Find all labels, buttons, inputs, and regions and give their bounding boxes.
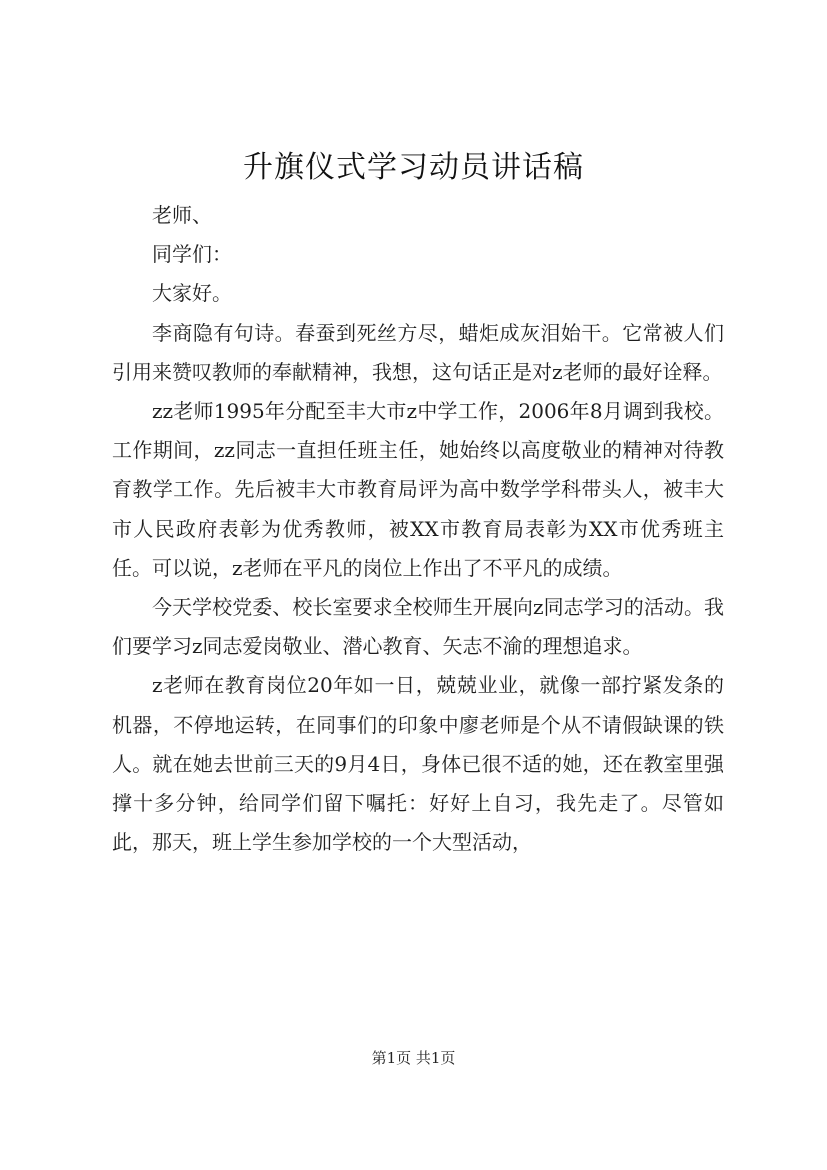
greeting-students: 同学们： — [152, 242, 232, 267]
paragraph: 李商隐有句诗。春蚕到死丝方尽，蜡炬成灰泪始干。它常被人们引用来赞叹教师的奉献精神，我想，这句话正是对z老师的最好诠释。 — [112, 320, 724, 384]
document-title: 升旗仪式学习动员讲话稿 — [243, 150, 584, 185]
paragraph: zz老师1995年分配至丰大市z中学工作，2006年8月调到我校。工作期间，zz同志一直担任班主任，她始终以高度敬业的精神对待教育教学工作。先后被丰大市教育局评为高中数学学科带头人，被丰大市人民政府表彰为优秀教师，被XX市教育局表彰为XX市优秀班主任。可以说，z老师在平凡的岗位上作出了不平凡的成绩。 — [112, 399, 724, 580]
paragraph: z老师在教育岗位20年如一日，兢兢业业，就像一部拧紧发条的机器，不停地运转，在同事们的印象中廖老师是个从不请假缺课的铁人。就在她去世前三天的9月4日，身体已很不适的她，还在教室里强撑十多分钟，给同学们留下嘱托：好好上自习，我先走了。尽管如此，那天，班上学生参加学校的一个大型活动， — [112, 673, 724, 855]
greeting-everyone: 大家好。 — [152, 281, 232, 306]
greeting-teachers: 老师、 — [152, 203, 212, 227]
paragraph: 今天学校党委、校长室要求全校师生开展向z同志学习的活动。我们要学习z同志爱岗敬业、潜心教育、矢志不渝的理想追求。 — [112, 595, 724, 659]
page-footer: 第1页 共1页 — [371, 1049, 456, 1067]
document-body — [112, 196, 724, 862]
